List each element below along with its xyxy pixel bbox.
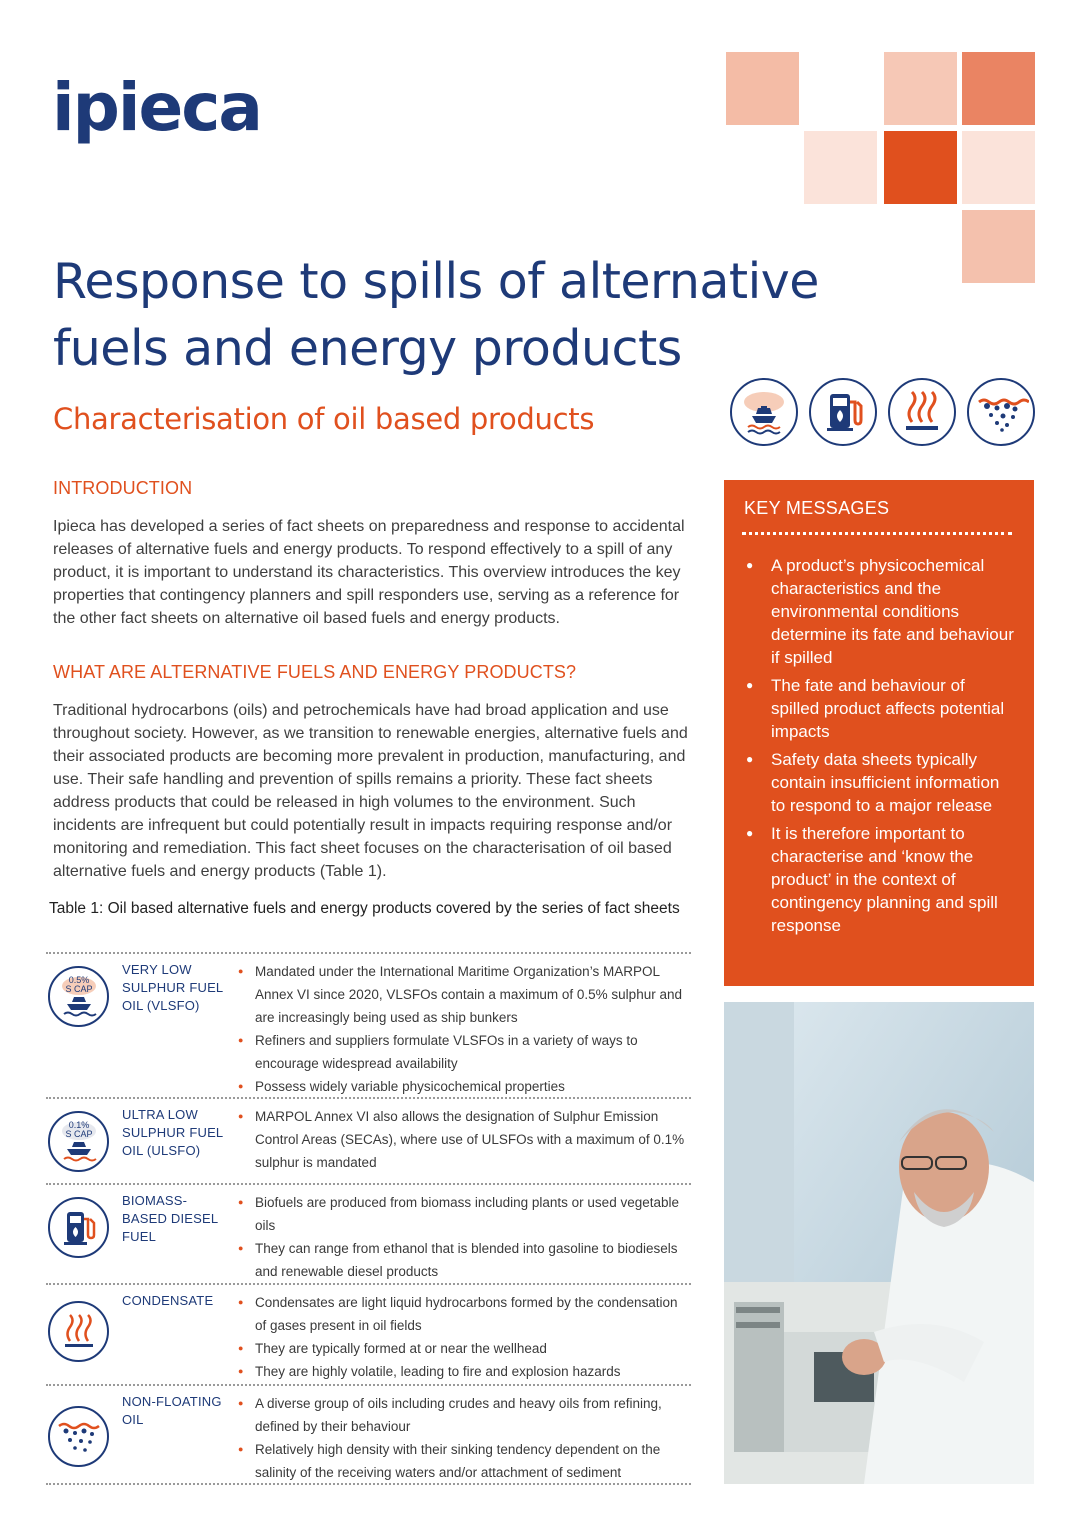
title-line-2: fuels and energy products: [53, 320, 682, 377]
ship-cloud-icon: [730, 378, 798, 446]
heat-waves-icon: [888, 378, 956, 446]
product-bullet: ● Condensates are light liquid hydrocarbons formed by the condensation of gases present in oil fields: [236, 1291, 688, 1337]
table-bottom-rule: [46, 1483, 691, 1485]
ship-sulphur-cap-icon: [48, 1111, 109, 1172]
product-bullets: [236, 1291, 688, 1383]
product-bullet: ● Possess widely variable physicochemical properties: [236, 1075, 688, 1098]
product-bullet: ● MARPOL Annex VI also allows the designation of Sulphur Emission Control Areas (SECAs), where use of ULSFOs with a maximum of 0.1% sulphur is mandated: [236, 1105, 688, 1174]
sulphur-cap-label: 0.5% S CAP: [65, 975, 93, 994]
header-icons: [730, 378, 1035, 446]
key-message-item: ● It is therefore important to characterise and ‘know the product’ in the context of contingency planning and spill response: [744, 822, 1014, 937]
table-row: [46, 1283, 691, 1385]
sinking-oil-icon: [48, 1406, 109, 1467]
product-name: ULTRA LOW SULPHUR FUEL OIL (ULSFO): [122, 1107, 224, 1158]
product-name: BIOMASS- BASED DIESEL FUEL: [122, 1193, 219, 1244]
key-message-item: ● Safety data sheets typically contain insufficient information to respond to a major release: [744, 748, 1014, 817]
key-messages-title: KEY MESSAGES: [744, 498, 890, 518]
fuel-pump-leaf-icon: [48, 1197, 109, 1258]
sulphur-cap-label: 0.1% S CAP: [65, 1120, 93, 1139]
page-subtitle: Characterisation of oil based products: [53, 402, 595, 436]
page-title: [53, 248, 853, 382]
product-bullet: ● They can range from ethanol that is blended into gasoline to biodiesels and renewable diesel products: [236, 1237, 688, 1283]
product-bullet: ● Refiners and suppliers formulate VLSFOs in a variety of ways to encourage widespread availability: [236, 1029, 688, 1075]
product-name: VERY LOW SULPHUR FUEL OIL (VLSFO): [122, 962, 224, 1013]
table-row: [46, 952, 691, 1092]
product-bullet: ● A diverse group of oils including crudes and heavy oils from refining, defined by their behaviour: [236, 1392, 688, 1438]
table-caption: Table 1: Oil based alternative fuels and energy products covered by the series of fact sheets: [49, 900, 680, 917]
ipieca-logo: ipieca: [52, 69, 261, 146]
key-messages-list: [744, 554, 1014, 942]
key-messages-box: [724, 480, 1034, 986]
product-bullet: ● They are highly volatile, leading to fire and explosion hazards: [236, 1360, 688, 1383]
heat-waves-icon: [48, 1301, 109, 1362]
key-message-item: ● A product’s physicochemical characteristics and the environmental conditions determine its fate and behaviour if spilled: [744, 554, 1014, 669]
product-bullet: ● Relatively high density with their sinking tendency dependent on the salinity of the receiving waters and/or attachment of sediment: [236, 1438, 688, 1484]
product-bullets: [236, 1105, 688, 1174]
product-bullets: [236, 1191, 688, 1283]
introduction-text: Ipieca has developed a series of fact sheets on preparedness and response to accidental releases of alternative fuels and energy products. To respond effectively to a spill of any product, it is important to understand its characteristics. This overview introduces the key properties that contingency planners and spill responders use, serving as a reference for the other fact sheets on alternative oil based fuels and energy products.: [53, 518, 685, 627]
scientist-photo: [724, 1002, 1034, 1484]
product-bullets: [236, 960, 688, 1098]
title-line-1: Response to spills of alternative: [53, 253, 819, 310]
product-bullet: ● Biofuels are produced from biomass including plants or used vegetable oils: [236, 1191, 688, 1237]
ship-sulphur-cap-icon: [48, 966, 109, 1027]
what-are-heading: WHAT ARE ALTERNATIVE FUELS AND ENERGY PRODUCTS?: [53, 662, 577, 682]
product-name: NON-FLOATING OIL: [122, 1394, 222, 1427]
product-bullets: [236, 1392, 688, 1484]
product-bullet: ● They are typically formed at or near the wellhead: [236, 1337, 688, 1360]
product-name: CONDENSATE: [122, 1293, 214, 1308]
what-are-text: Traditional hydrocarbons (oils) and petrochemicals have had broad application and use throughout society. However, as we transition to renewable energies, alternative fuels and their associated products are becoming more prevalent in production, manufacturing, and use. Their safe handling and prevention of spills remains a priority. These fact sheets address products that could be released in high volumes to the environment. Such incidents are infrequent but could potentially result in impacts requiring response and/or monitoring and remediation. This fact sheet focuses on the characterisation of oil based alternative fuels and energy products (Table 1).: [53, 702, 688, 880]
key-message-item: ● The fate and behaviour of spilled product affects potential impacts: [744, 674, 1014, 743]
table-row: [46, 1183, 691, 1281]
sinking-oil-icon: [967, 378, 1035, 446]
product-bullet: ● Mandated under the International Maritime Organization’s MARPOL Annex VI since 2020, VLSFOs contain a maximum of 0.5% sulphur and are increasingly being used as ship bunkers: [236, 960, 688, 1029]
fuel-pump-leaf-icon: [809, 378, 877, 446]
table-row: [46, 1097, 691, 1179]
key-messages-divider: [742, 532, 1012, 535]
table-row: [46, 1384, 691, 1484]
introduction-heading: INTRODUCTION: [53, 478, 193, 498]
